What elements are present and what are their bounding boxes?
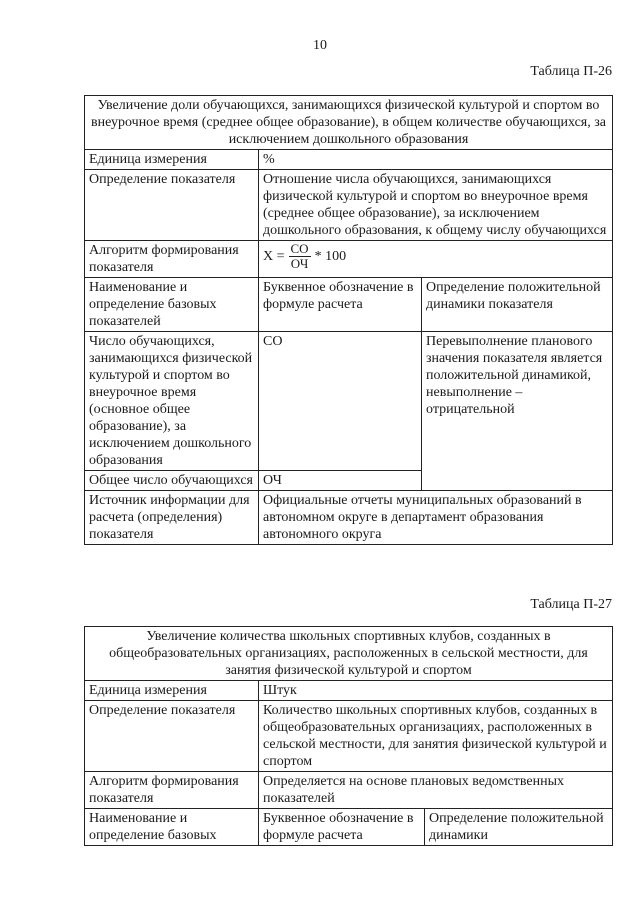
formula-denominator: ОЧ: [290, 256, 309, 271]
formula-expression: [263, 242, 346, 271]
table-row: [85, 809, 613, 846]
base-header-label: Наименование и определение базовых: [85, 809, 259, 846]
unit-label: Единица измерения: [85, 681, 259, 701]
unit-label: Единица измерения: [85, 150, 259, 170]
formula-rhs: * 100: [314, 249, 347, 264]
table-row: [85, 170, 613, 241]
table-caption-p26: Таблица П-26: [530, 64, 612, 79]
table-row: [85, 150, 613, 170]
table-row: [85, 681, 613, 701]
table-row: [85, 772, 613, 809]
formula-numerator: СО: [290, 241, 309, 256]
definition-label: Определение показателя: [85, 170, 259, 241]
formula-fraction: [289, 242, 311, 271]
table-row: [85, 627, 613, 681]
unit-value: Штук: [259, 681, 613, 701]
definition-label: Определение показателя: [85, 701, 259, 772]
algorithm-label: Алгоритм формирования показателя: [85, 241, 259, 278]
table-row: [85, 241, 613, 278]
table-caption-p27: Таблица П-27: [530, 597, 612, 612]
source-value: Официальные отчеты муниципальных образований в автономном округе в департамент образования автономного округа: [259, 491, 613, 545]
table-row: [85, 491, 613, 545]
table-row: [85, 96, 613, 150]
base-letter: ОЧ: [259, 471, 422, 491]
base-header-dynamics: Определение положительной динамики: [425, 809, 613, 846]
base-header-letter: Буквенное обозначение в формуле расчета: [259, 809, 425, 846]
base-name: Общее число обучающихся: [85, 471, 259, 491]
algorithm-label: Алгоритм формирования показателя: [85, 772, 259, 809]
page-number: 10: [313, 38, 327, 53]
formula-lhs: X =: [263, 249, 285, 264]
formula: [259, 241, 613, 278]
base-header-letter: Буквенное обозначение в формуле расчета: [259, 278, 422, 332]
base-header-dynamics: Определение положительной динамики показателя: [422, 278, 613, 332]
source-label: Источник информации для расчета (определения) показателя: [85, 491, 259, 545]
definition-value: Количество школьных спортивных клубов, созданных в общеобразовательных организациях, расположенных в сельской местности, для занятия физической культурой и спортом: [259, 701, 613, 772]
indicator-table-p26: [84, 95, 613, 545]
indicator-title: Увеличение количества школьных спортивных клубов, созданных в общеобразовательных организациях, расположенных в сельской местности, для занятия физической культурой и спортом: [85, 627, 613, 681]
indicator-title: Увеличение доли обучающихся, занимающихся физической культурой и спортом во внеурочное время (среднее общее образование), в общем количестве обучающихся, за исключением дошкольного образования: [85, 96, 613, 150]
table-row: [85, 701, 613, 772]
base-header-label: Наименование и определение базовых показателей: [85, 278, 259, 332]
base-letter: СО: [259, 332, 422, 471]
table-row: [85, 332, 613, 471]
table-row: [85, 278, 613, 332]
definition-value: Отношение числа обучающихся, занимающихся физической культурой и спортом во внеурочное время (среднее общее образование), за исключением дошкольного образования, к общему числу обучающихся: [259, 170, 613, 241]
algorithm-value: Определяется на основе плановых ведомственных показателей: [259, 772, 613, 809]
dynamics-value: Перевыполнение планового значения показателя является положительной динамикой, невыполнение – отрицательной: [422, 332, 613, 491]
unit-value: %: [259, 150, 613, 170]
base-name: Число обучающихся, занимающихся физической культурой и спортом во внеурочное время (основное общее образование), за исключением дошкольного образования: [85, 332, 259, 471]
indicator-table-p27: [84, 626, 613, 846]
